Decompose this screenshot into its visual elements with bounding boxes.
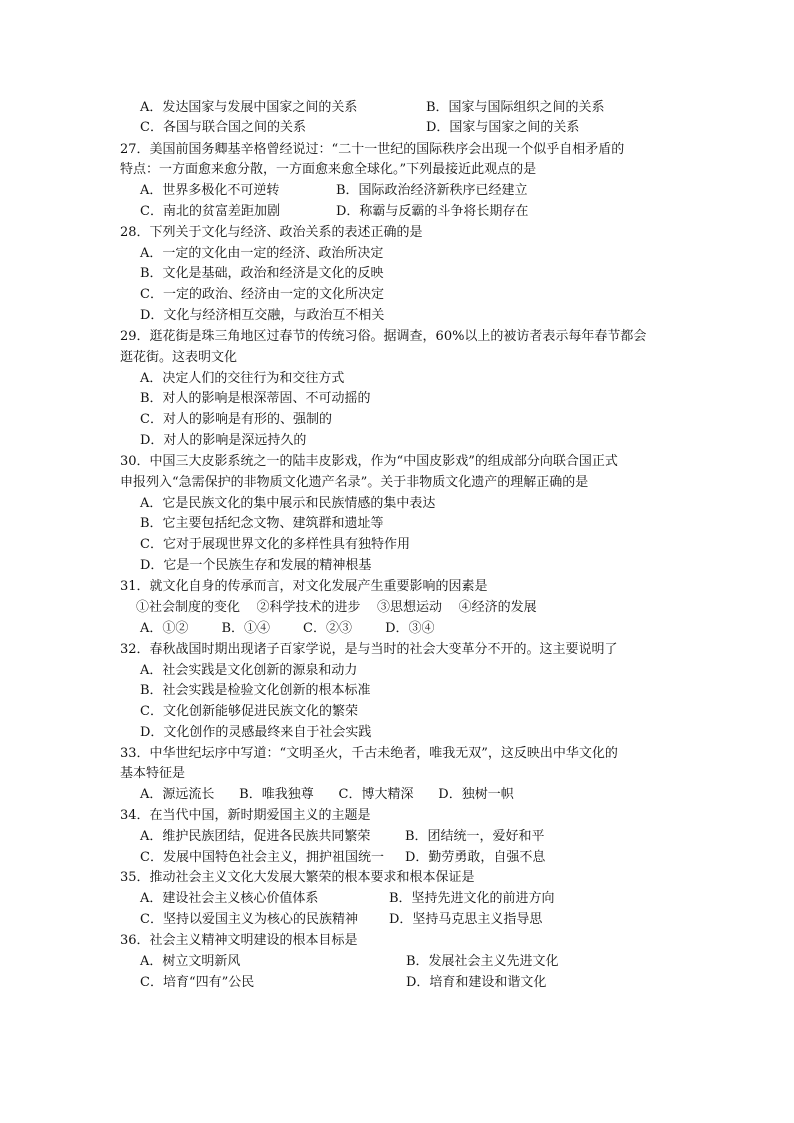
q30-option-c: C．它对于展现世界文化的多样性具有独特作用 [140,537,410,552]
q29-option-a: A．决定人们的交往行为和交往方式 [140,371,345,386]
q36-option-a: A．树立文明新风 [140,954,241,969]
q26-option-c: C．各国与联合国之间的关系 [140,120,306,135]
q27-option-b: B．国际政治经济新秩序已经建立 [336,183,528,198]
q35-option-b: B．坚持先进文化的前进方向 [389,891,555,906]
q29-option-c: C．对人的影响是有形的、强制的 [140,412,332,427]
q33-stem-line-2: 基本特征是 [120,766,186,781]
q32-option-d: D．文化创作的灵感最终来自于社会实践 [140,725,372,740]
q26-option-d: D．国家与国家之间的关系 [426,120,580,135]
q34-option-a: A．维护民族团结，促进各民族共同繁荣 [140,829,371,844]
q30-option-a: A．它是民族文化的集中展示和民族情感的集中表达 [140,496,436,511]
q28-option-b: B．文化是基础，政治和经济是文化的反映 [140,266,384,281]
q30-option-b: B．它主要包括纪念文物、建筑群和遗址等 [140,516,384,531]
q31-stem: 31．就文化自身的传承而言，对文化发展产生重要影响的因素是 [120,579,488,594]
q30-stem-line-2: 申报列入“急需保护的非物质文化遗产名录”。关于非物质文化遗产的理解正确的是 [120,475,589,490]
q36-stem: 36．社会主义精神文明建设的根本目标是 [120,933,358,948]
q35-option-c: C．坚持以爱国主义为核心的民族精神 [140,912,358,927]
q31-items: ①社会制度的变化 ②科学技术的进步 ③思想运动 ④经济的发展 [136,600,537,615]
q36-option-d: D．培育和建设和谐文化 [406,975,547,990]
q27-stem-line-1: 27．美国前国务卿基辛格曾经说过：“二十一世纪的国际秩序会出现一个似乎自相矛盾的 [120,142,625,157]
q29-stem-line-1: 29．逛花街是珠三角地区过春节的传统习俗。据调查，60%以上的被访者表示每年春节都会 [120,329,647,344]
q28-option-c: C．一定的政治、经济由一定的文化所决定 [140,287,384,302]
q35-option-a: A．建设社会主义核心价值体系 [140,891,319,906]
q27-option-c: C．南北的贫富差距加剧 [140,204,280,219]
q35-stem: 35．推动社会主义文化大发展大繁荣的根本要求和根本保证是 [120,870,475,885]
q28-option-a: A．一定的文化由一定的经济、政治所决定 [140,246,384,261]
q27-option-d: D．称霸与反霸的斗争将长期存在 [336,204,529,219]
q34-option-c: C．发展中国特色社会主义，拥护祖国统一 [140,850,384,865]
q34-option-d: D．勤劳勇敢，自强不息 [405,850,546,865]
q30-stem-line-1: 30．中国三大皮影系统之一的陆丰皮影戏，作为“中国皮影戏”的组成部分向联合国正式 [120,454,618,469]
q34-stem: 34．在当代中国，新时期爱国主义的主题是 [120,808,371,823]
q30-option-d: D．它是一个民族生存和发展的精神根基 [140,558,372,573]
q28-option-d: D．文化与经济相互交融，与政治互不相关 [140,308,385,323]
q29-option-d: D．对人的影响是深远持久的 [140,433,307,448]
q26-option-a: A．发达国家与发展中国家之间的关系 [140,100,358,115]
q32-option-c: C．文化创新能够促进民族文化的繁荣 [140,704,358,719]
q32-stem: 32．春秋战国时期出现诸子百家学说，是与当时的社会大变革分不开的。这主要说明了 [120,642,618,657]
q27-stem-line-2: 特点：一方面愈来愈分散，一方面愈来愈全球化。”下列最接近此观点的是 [120,162,537,177]
q29-stem-line-2: 逛花街。这表明文化 [120,350,238,365]
q36-option-c: C．培育“四有”公民 [140,975,255,990]
q35-option-d: D．坚持马克思主义指导思 [389,912,543,927]
q32-option-b: B．社会实践是检验文化创新的根本标准 [140,683,371,698]
q33-stem-line-1: 33．中华世纪坛序中写道：“文明圣火，千古未绝者，唯我无双”，这反映出中华文化的 [120,746,618,761]
q27-option-a: A．世界多极化不可逆转 [140,183,280,198]
q33-options: A．源远流长 B．唯我独尊 C．博大精深 D．独树一帜 [140,787,514,802]
q32-option-a: A．社会实践是文化创新的源泉和动力 [140,663,358,678]
q28-stem: 28．下列关于文化与经济、政治关系的表述正确的是 [120,225,423,240]
q34-option-b: B．团结统一，爱好和平 [405,829,545,844]
q31-options: A．①② B．①④ C．②③ D．③④ [140,621,435,636]
q29-option-b: B．对人的影响是根深蒂固、不可动摇的 [140,391,371,406]
q26-option-b: B．国家与国际组织之间的关系 [426,100,605,115]
q36-option-b: B．发展社会主义先进文化 [406,954,559,969]
